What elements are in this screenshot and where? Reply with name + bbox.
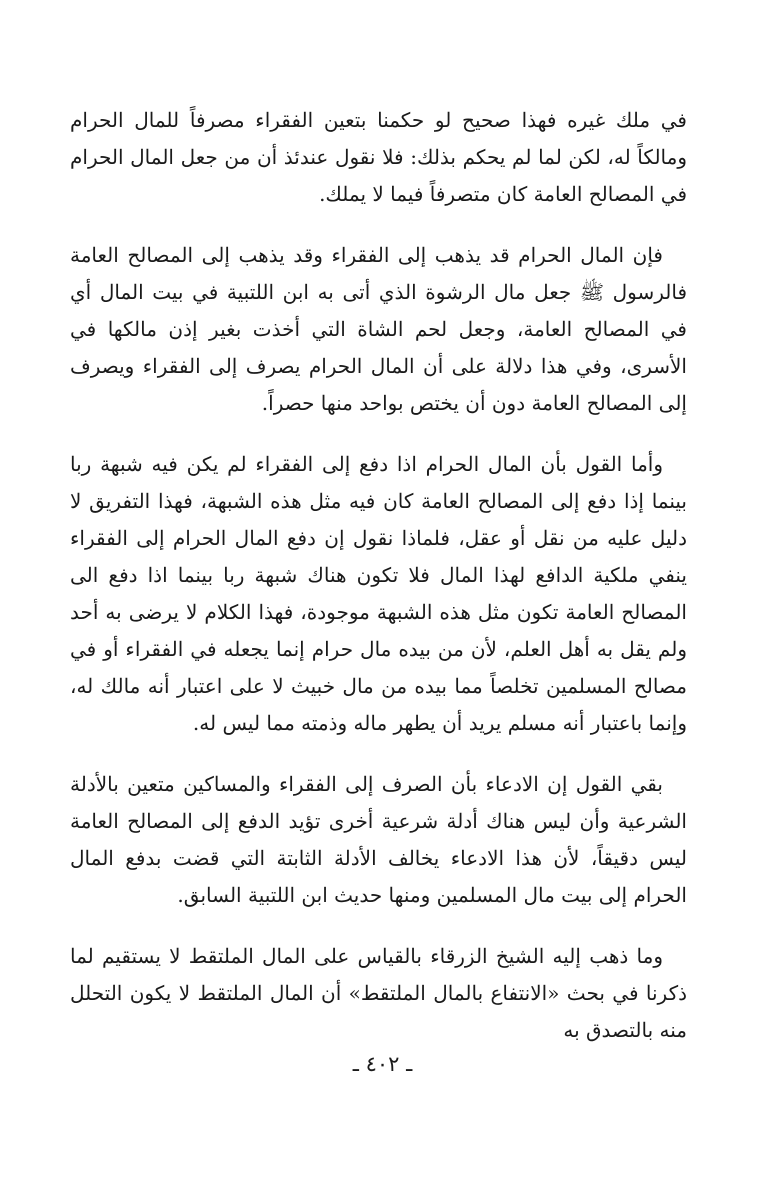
- body-text: [70, 102, 687, 1073]
- paragraph-2: فإن المال الحرام قد يذهب إلى الفقراء وقد يذهب إلى المصالح العامة فالرسول ﷺ جعل مال الرشوة الذي أتى به ابن اللتبية في بيت المال أي في المصالح العامة، وجعل لحم الشاة التي أخذت بغير إذن مالكها في الأسرى، وفي هذا دلالة على أن المال الحرام يصرف إلى الفقراء ويصرف إلى المصالح العامة دون أن يختص بواحد منها حصراً.: [70, 243, 687, 415]
- page-number: ـ ٤٠٢ ـ: [352, 1052, 413, 1076]
- paragraph-1: في ملك غيره فهذا صحيح لو حكمنا بتعين الفقراء مصرفاً للمال الحرام ومالكاً له، لكن لما لم يحكم بذلك: فلا نقول عندئذ أن من جعل المال الحرام في المصالح العامة كان متصرفاً فيما لا يملك.: [70, 108, 687, 206]
- paragraph-4: بقي القول إن الادعاء بأن الصرف إلى الفقراء والمساكين متعين بالأدلة الشرعية وأن ليس هناك أدلة شرعية أخرى تؤيد الدفع إلى المصالح العامة ليس دقيقاً، لأن هذا الادعاء يخالف الأدلة الثابتة التي قضت بدفع المال الحرام إلى بيت مال المسلمين ومنها حديث ابن اللتبية السابق.: [70, 772, 687, 907]
- paragraph-3: وأما القول بأن المال الحرام اذا دفع إلى الفقراء لم يكن فيه شبهة ربا بينما إذا دفع إلى المصالح العامة كان فيه مثل هذه الشبهة، فهذا التفريق لا دليل عليه من نقل أو عقل، فلماذا نقول إن دفع المال الحرام إلى الفقراء ينفي ملكية الدافع لهذا المال فلا تكون هناك شبهة ربا بينما اذا دفع الى المصالح العامة تكون مثل هذه الشبهة موجودة، فهذا الكلام لا يرضى به أحد ولم يقل به أهل العلم، لأن من بيده مال حرام إنما يجعله في الفقراء أو في مصالح المسلمين تخلصاً مما بيده من مال خبيث لا على اعتبار أنه مالك له، وإنما باعتبار أنه مسلم يريد أن يطهر ماله وذمته مما ليس له.: [70, 452, 687, 735]
- paragraph-5: وما ذهب إليه الشيخ الزرقاء بالقياس على المال الملتقط لا يستقيم لما ذكرنا في بحث «الانتفاع بالمال الملتقط» أن المال الملتقط لا يكون التحلل منه بالتصدق به: [70, 944, 687, 1042]
